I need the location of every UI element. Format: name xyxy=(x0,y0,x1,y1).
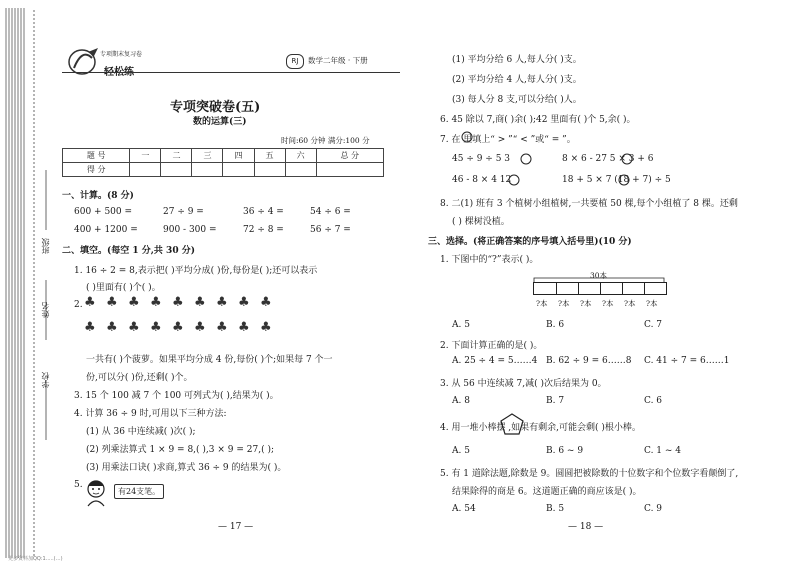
page-subtitle: 数的运算(三) xyxy=(193,117,247,127)
bar-total-label: 30本 xyxy=(590,271,608,280)
score-cell: 二 xyxy=(161,149,192,163)
pineapple-icon: ♣ xyxy=(84,320,96,335)
pineapple-icon: ♣ xyxy=(194,320,206,335)
question-5-sub-2: (2) 平均分给 4 人,每人分( )支。 xyxy=(452,75,582,85)
question-2-number: 2. xyxy=(74,300,83,310)
pineapple-icon: ♣ xyxy=(106,320,118,335)
segment-bar xyxy=(533,282,667,295)
name-label: 姓名 xyxy=(41,302,50,318)
bar-unit-label: ?本 xyxy=(536,299,548,308)
section-2-heading: 二、填空。(每空 1 分,共 30 分) xyxy=(62,246,195,256)
compare-item: 46 - 8 × 4 12 xyxy=(452,175,512,185)
grade-text: 数学二年级 · 下册 xyxy=(308,56,368,65)
series-label: 专项期末复习卷 xyxy=(100,51,143,58)
choice-option[interactable]: A. 25 ÷ 4 = 5……4 xyxy=(452,356,538,366)
question-8-line-1: 8. 二(1) 班有 3 个植树小组植树,一共要植 50 棵,每个小组植了 8 棵。还剩 xyxy=(440,199,738,209)
calc-item: 72 ÷ 8 = xyxy=(243,225,284,235)
question-7: 7. 在 里填上“ > ”“ < ”或“ = ”。 xyxy=(440,135,576,145)
time-score-info: 时间:60 分钟 满分:100 分 xyxy=(281,136,370,145)
edition-badge: RJ xyxy=(286,54,304,69)
section-1-heading: 一、计算。(8 分) xyxy=(62,191,134,201)
pineapple-icon: ♣ xyxy=(238,295,250,310)
question-2-line-1: 一共有( )个菠萝。如果平均分成 4 份,每份( )个;如果每 7 个一 xyxy=(86,355,333,365)
score-table-header-row xyxy=(63,149,384,163)
score-cell: 总 分 xyxy=(316,149,383,163)
school-label: 学校 xyxy=(41,372,50,388)
choice-option[interactable]: B. 62 ÷ 9 = 6……8 xyxy=(546,356,632,366)
choice-option[interactable]: A. 8 xyxy=(452,396,470,406)
choice-option[interactable]: C. 1 ~ 4 xyxy=(644,446,682,456)
bar-unit-label: ?本 xyxy=(602,299,614,308)
circle-blank-icon[interactable] xyxy=(621,153,633,165)
score-cell: 一 xyxy=(130,149,161,163)
page-number-left: — 17 — xyxy=(218,522,254,532)
score-cell: 三 xyxy=(192,149,223,163)
class-label: 班级 xyxy=(41,238,50,254)
calc-item: 27 ÷ 9 = xyxy=(163,207,204,217)
bar-unit-label: ?本 xyxy=(624,299,636,308)
calc-item: 54 ÷ 6 = xyxy=(310,207,351,217)
child-illustration xyxy=(82,478,116,508)
pentagon-icon xyxy=(500,413,524,435)
question-6: 6. 45 除以 7,商( )余( );42 里面有( )个 5,余( )。 xyxy=(440,115,636,125)
question-8-line-2: ( ) 棵树没植。 xyxy=(452,217,510,227)
pineapple-icon: ♣ xyxy=(260,320,272,335)
score-blank[interactable] xyxy=(316,163,383,177)
calc-item: 400 + 1200 = xyxy=(74,225,138,235)
bar-divider xyxy=(556,283,557,294)
choice-option[interactable]: B. 6 ~ 9 xyxy=(546,446,584,456)
pineapple-icon: ♣ xyxy=(106,295,118,310)
score-cell: 六 xyxy=(285,149,316,163)
choice-2: 2. 下面计算正确的是( )。 xyxy=(440,341,543,351)
circle-blank-icon xyxy=(461,131,473,143)
calc-item: 900 - 300 = xyxy=(163,225,217,235)
choice-3: 3. 从 56 中连续减 7,减( )次后结果为 0。 xyxy=(440,379,607,389)
compare-item: 45 ÷ 9 ÷ 5 3 xyxy=(452,154,511,164)
bar-divider xyxy=(622,283,623,294)
question-2-line-2: 份,可以分( )份,还剩( )个。 xyxy=(86,373,193,383)
pineapple-icon: ♣ xyxy=(238,320,250,335)
question-4-method-1: (1) 从 36 中连续减( )次( ); xyxy=(86,427,196,437)
circle-blank-icon[interactable] xyxy=(618,174,630,186)
choice-5-line-1: 5. 有 1 道除法题,除数是 9。圆圆把被除数的十位数字和个位数字看颠倒了, xyxy=(440,469,739,479)
grade-label xyxy=(286,54,368,69)
pineapple-icon: ♣ xyxy=(260,295,272,310)
question-4-method-2: (2) 列乘法算式 1 × 9 = 8,( ),3 × 9 = 27,( ); xyxy=(86,445,274,455)
pineapple-icon: ♣ xyxy=(172,320,184,335)
pineapple-icon: ♣ xyxy=(150,320,162,335)
choice-option[interactable]: A. 5 xyxy=(452,446,470,456)
bar-divider xyxy=(600,283,601,294)
page-number-right: — 18 — xyxy=(568,522,604,532)
compare-item: 18 + 5 × 7 (18 + 7) ÷ 5 xyxy=(562,175,671,185)
question-5-number: 5. xyxy=(74,480,83,490)
choice-option[interactable]: C. 6 xyxy=(644,396,663,406)
score-blank[interactable] xyxy=(223,163,254,177)
score-cell: 题 号 xyxy=(63,149,130,163)
choice-option[interactable]: A. 54 xyxy=(452,504,476,514)
choice-option[interactable]: C. 7 xyxy=(644,320,663,330)
bar-divider xyxy=(644,283,645,294)
circle-blank-icon[interactable] xyxy=(520,153,532,165)
speech-bubble: 有24支笔。 xyxy=(114,484,164,499)
page-title: 专项突破卷(五) xyxy=(170,100,261,115)
bar-unit-label: ?本 xyxy=(580,299,592,308)
pineapple-icon: ♣ xyxy=(172,295,184,310)
question-1-line-1: 1. 16 ÷ 2 = 8,表示把( )平均分成( )份,每份是( );还可以表示 xyxy=(74,266,318,276)
score-cell: 四 xyxy=(223,149,254,163)
choice-option[interactable]: B. 6 xyxy=(546,320,565,330)
pineapple-icon: ♣ xyxy=(216,295,228,310)
score-table xyxy=(62,148,384,177)
score-blank[interactable] xyxy=(192,163,223,177)
score-blank[interactable] xyxy=(285,163,316,177)
choice-option[interactable]: A. 5 xyxy=(452,320,470,330)
choice-option[interactable]: B. 7 xyxy=(546,396,565,406)
score-blank[interactable] xyxy=(254,163,285,177)
calc-item: 36 ÷ 4 = xyxy=(243,207,284,217)
calc-item: 56 ÷ 7 = xyxy=(310,225,351,235)
brand-name xyxy=(104,63,134,78)
score-blank[interactable] xyxy=(161,163,192,177)
binding-margin xyxy=(0,0,62,566)
choice-5-line-2: 结果除得的商是 6。这道题正确的商应该是( )。 xyxy=(452,487,642,497)
score-cell: 五 xyxy=(254,149,285,163)
question-4-method-3: (3) 用乘法口诀( )求商,算式 36 ÷ 9 的结果为( )。 xyxy=(86,463,287,473)
header-rule xyxy=(62,72,400,73)
circle-blank-icon[interactable] xyxy=(508,174,520,186)
calc-item: 600 + 500 = xyxy=(74,207,133,217)
pineapple-icon: ♣ xyxy=(128,295,140,310)
question-1-line-2: ( )里面有( )个( )。 xyxy=(86,283,161,293)
question-4: 4. 计算 36 ÷ 9 时,可用以下三种方法: xyxy=(74,409,227,419)
pineapple-icon: ♣ xyxy=(150,295,162,310)
pineapple-icon: ♣ xyxy=(84,295,96,310)
score-blank[interactable] xyxy=(130,163,161,177)
question-5-sub-1: (1) 平均分给 6 人,每人分( )支。 xyxy=(452,55,582,65)
question-5-sub-3: (3) 每人分 8 支,可以分给( )人。 xyxy=(452,95,582,105)
choice-option[interactable]: B. 5 xyxy=(546,504,565,514)
compare-item: 8 × 6 - 27 5 × 3 + 6 xyxy=(562,154,654,164)
section-3-heading: 三、选择。(将正确答案的序号填入括号里)(10 分) xyxy=(428,237,632,247)
pineapple-icon: ♣ xyxy=(194,295,206,310)
bar-unit-label: ?本 xyxy=(646,299,658,308)
pineapple-icon: ♣ xyxy=(128,320,140,335)
score-row-label: 得 分 xyxy=(63,163,130,177)
bar-unit-label: ?本 xyxy=(558,299,570,308)
footer-note: 更多资料加QQ:1.....(…) xyxy=(8,556,63,562)
choice-1: 1. 下图中的“?”表示( )。 xyxy=(440,255,539,265)
score-table-score-row xyxy=(63,163,384,177)
question-3: 3. 15 个 100 减 7 个 100 可列式为( ),结果为( )。 xyxy=(74,391,279,401)
bar-divider xyxy=(578,283,579,294)
choice-option[interactable]: C. 9 xyxy=(644,504,663,514)
choice-option[interactable]: C. 41 ÷ 7 = 6……1 xyxy=(644,356,730,366)
pineapple-icon: ♣ xyxy=(216,320,228,335)
choice-4: 4. 用一堆小棒摆 ,如果有剩余,可能会剩( )根小棒。 xyxy=(440,423,641,433)
